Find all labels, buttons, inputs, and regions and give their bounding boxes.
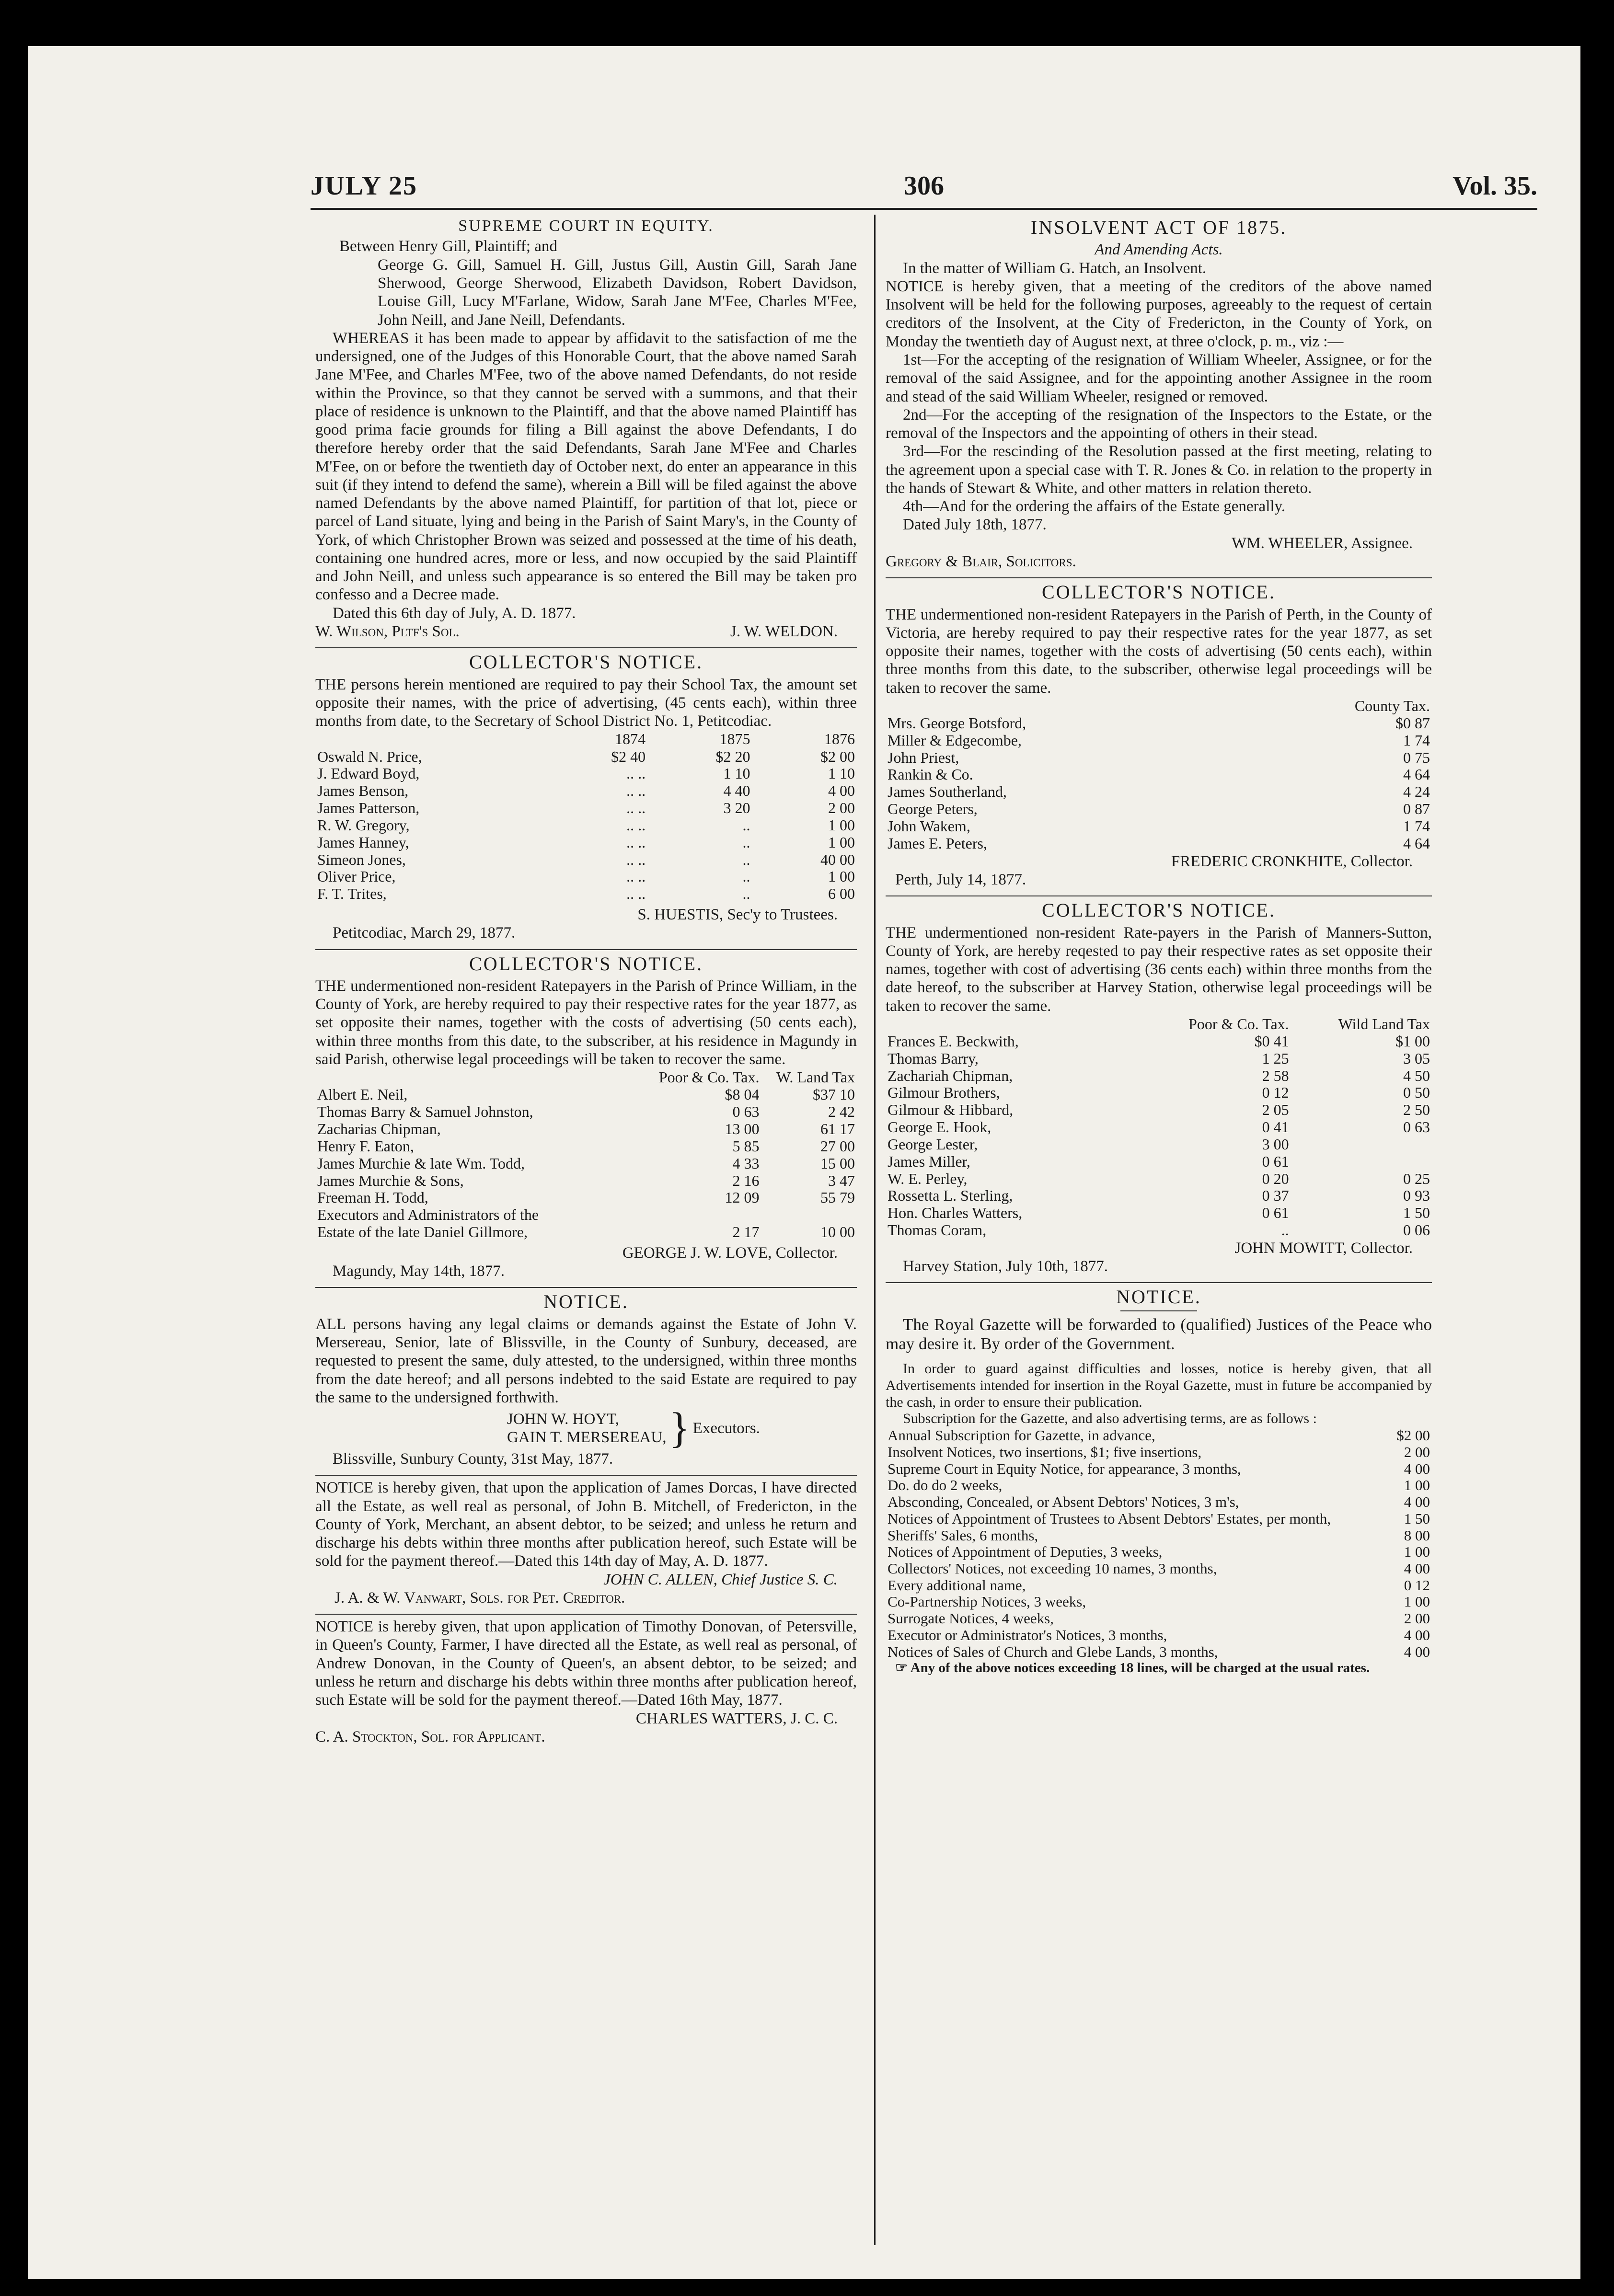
rate-item: Notices of Sales of Church and Glebe Lands, 3 months,	[888, 1643, 1218, 1660]
row-value: .. ..	[626, 850, 646, 868]
table-row	[886, 1050, 1432, 1068]
row-value: 1 74	[1403, 817, 1430, 835]
row-value: 13 00	[725, 1120, 760, 1138]
volume-number: Vol. 35.	[1453, 171, 1537, 201]
newspaper-page	[28, 46, 1580, 2279]
row-value: 2 00	[828, 799, 855, 817]
row-name: Albert E. Neil,	[317, 1086, 408, 1103]
row-name: James Patterson,	[317, 799, 420, 817]
row-value: 4 00	[828, 782, 855, 800]
notice-body: THE undermentioned non-resident Rate-payers in the Parish of Manners-Sutton, County of York, are hereby reqested to pay their respective rates as set opposite their names, together with cost of advertising (36 cents each) within three months from the date hereof, to the subscriber at Harvey Station, otherwise legal proceedings will be taken to recover the same.	[886, 924, 1432, 1015]
table-row	[315, 868, 857, 885]
row-value: 12 09	[725, 1189, 760, 1206]
row-value: 0 37	[1262, 1187, 1289, 1205]
notice-donovan	[315, 1618, 857, 1746]
row-value: 3 20	[723, 799, 750, 817]
row-value: 1 00	[828, 868, 855, 885]
row-value: 40 00	[820, 850, 855, 868]
table-row	[315, 885, 857, 903]
row-value: ..	[742, 868, 750, 885]
table-row	[315, 1155, 857, 1172]
row-value: ..	[742, 885, 750, 903]
row-value: 55 79	[820, 1189, 855, 1206]
rate-row	[886, 1644, 1432, 1661]
executor-name: GAIN T. MERSEREAU,	[507, 1429, 667, 1446]
row-name: J. Edward Boyd,	[317, 765, 420, 782]
table-row	[315, 1189, 857, 1206]
section-rule	[315, 949, 857, 950]
section-rule	[886, 1282, 1432, 1283]
brace-glyph: }	[669, 1404, 690, 1452]
header-rule	[311, 208, 1537, 210]
rate-item: Absconding, Concealed, or Absent Debtors' Notices, 3 m's,	[888, 1493, 1239, 1511]
executor-name: JOHN W. HOYT,	[507, 1410, 620, 1428]
notice-body: NOTICE is hereby given, that upon the application of James Dorcas, I have directed all the Estate, as well real as personal, of John B. Mitchell, of Fredericton, in the County of York, Merchant, an absent debtor, to be seized; and unless he return and discharge his debts within three months after publication hereof, such Estate will be sold for the payment thereof.—Dated this 14th day of May, A. D. 1877.	[315, 1479, 857, 1570]
insolvent-matter: In the matter of William G. Hatch, an Insolvent.	[903, 259, 1207, 277]
rate-row	[886, 1561, 1432, 1577]
agenda-item: 1st—For the accepting of the resignation of William Wheeler, Assignee, or for the removal of the said Assignee, and for the appointing another Assignee in the room and stead of the said William Wheeler, resigned or removed.	[886, 351, 1432, 405]
left-column	[315, 215, 857, 1753]
rate-row	[886, 1461, 1432, 1478]
row-name: Hon. Charles Watters,	[888, 1204, 1023, 1222]
rate-price: 1 50	[1404, 1510, 1430, 1527]
row-value: .. ..	[626, 868, 646, 885]
row-name: Miller & Edgecombe,	[888, 731, 1022, 749]
notice-dated: Blissville, Sunbury County, 31st May, 1877.	[333, 1450, 613, 1468]
row-name: Thomas Barry,	[888, 1049, 979, 1067]
solicitors: J. A. & W. Vanwart, Sols. for Pet. Creditor.	[334, 1589, 625, 1607]
tax-table	[886, 697, 1432, 852]
row-name: Zachariah Chipman,	[888, 1067, 1013, 1084]
collector-notice-prince-william	[315, 953, 857, 1281]
table-row	[886, 818, 1432, 835]
rate-price: 1 00	[1404, 1477, 1430, 1494]
row-value: 2 17	[732, 1223, 760, 1241]
row-name: Oswald N. Price,	[317, 747, 422, 765]
table-row	[886, 1119, 1432, 1136]
table-row	[886, 835, 1432, 852]
table-row	[315, 817, 857, 834]
tax-table	[315, 1068, 857, 1241]
table-row	[315, 851, 857, 869]
row-name: James Hanney,	[317, 833, 409, 851]
notice-title: COLLECTOR'S NOTICE.	[1042, 581, 1276, 603]
table-row	[886, 766, 1432, 783]
row-value: 3 47	[828, 1171, 855, 1189]
table-row	[315, 748, 857, 766]
rate-item: Do. do do 2 weeks,	[888, 1477, 1003, 1494]
collector-notice-petitcodiac	[315, 651, 857, 942]
pointing-hand-icon: ☞	[895, 1660, 911, 1676]
row-value: .. ..	[626, 765, 646, 782]
rate-item: Notices of Appointment of Deputies, 3 weeks,	[888, 1543, 1163, 1561]
row-value: 0 61	[1262, 1152, 1289, 1170]
table-row	[315, 800, 857, 817]
year-header: 1874	[615, 730, 646, 748]
row-name: John Wakem,	[888, 817, 970, 835]
section-rule	[315, 1475, 857, 1476]
rate-row	[886, 1577, 1432, 1594]
notice-body: THE persons herein mentioned are required to pay their School Tax, the amount set opposite their names, with the price of advertising, (45 cents each), within three months from date, to the Secretary of School District No. 1, Petitcodiac.	[315, 676, 857, 730]
row-value: 0 63	[732, 1103, 760, 1121]
table-row	[315, 1172, 857, 1190]
column-header: County Tax.	[1354, 697, 1430, 714]
row-name: Estate of the late Daniel Gillmore,	[317, 1223, 528, 1241]
right-column	[886, 215, 1432, 1683]
collector-signature: S. HUESTIS, Sec'y to Trustees.	[637, 906, 838, 924]
rate-price: 1 00	[1404, 1593, 1430, 1610]
row-name: W. E. Perley,	[888, 1170, 968, 1187]
row-value: 0 06	[1403, 1221, 1430, 1239]
notice-dated: Dated this 6th day of July, A. D. 1877.	[333, 604, 576, 622]
notice-title: SUPREME COURT IN EQUITY.	[458, 217, 714, 235]
rate-row	[886, 1494, 1432, 1511]
rate-row	[886, 1594, 1432, 1610]
row-value: $37 10	[813, 1086, 855, 1103]
agenda-item: 4th—And for the ordering the affairs of the Estate generally.	[903, 498, 1286, 516]
rate-row	[886, 1627, 1432, 1644]
row-value: 4 24	[1403, 783, 1430, 801]
section-rule	[315, 1614, 857, 1615]
row-value: $2 00	[820, 747, 855, 765]
rate-item: Supreme Court in Equity Notice, for appearance, 3 months,	[888, 1460, 1241, 1477]
table-row	[315, 1086, 857, 1103]
tax-table	[315, 730, 857, 903]
table-row	[315, 834, 857, 851]
table-row	[315, 1103, 857, 1121]
row-value: 0 75	[1403, 748, 1430, 766]
table-row	[886, 1205, 1432, 1222]
gazette-paragraph: The Royal Gazette will be forwarded to (qualified) Justices of the Peace who may desire it. By order of the Government.	[886, 1315, 1432, 1354]
row-value: 1 10	[828, 765, 855, 782]
notice-dated: Magundy, May 14th, 1877.	[333, 1263, 505, 1280]
notice-body: NOTICE is hereby given, that upon application of Timothy Donovan, of Petersville, in Queen's County, Farmer, I have directed all the Estate, as well real as personal, of Andrew Donovan, in the County of Queen's, an absent debtor, to be seized; and unless he return and discharge his debts within three months after publication hereof, such Estate will be sold for the payment thereof.—Dated 16th May, 1877.	[315, 1618, 857, 1709]
notice-title: COLLECTOR'S NOTICE.	[469, 953, 703, 975]
row-name: F. T. Trites,	[317, 885, 387, 903]
row-value: $2 20	[715, 747, 750, 765]
table-row	[886, 732, 1432, 749]
row-name: James Benson,	[317, 782, 409, 800]
row-value: .. ..	[626, 799, 646, 817]
row-value	[761, 1206, 857, 1224]
row-value: .. ..	[626, 833, 646, 851]
row-value: 15 00	[820, 1154, 855, 1172]
gazette-paragraph: Subscription for the Gazette, and also advertising terms, are as follows :	[903, 1411, 1317, 1427]
rate-price: 0 12	[1404, 1576, 1430, 1594]
notice-dated: Petitcodiac, March 29, 1877.	[333, 924, 516, 942]
row-name: George Lester,	[888, 1135, 978, 1153]
row-value	[1291, 1136, 1432, 1153]
row-name: Rossetta L. Sterling,	[888, 1187, 1013, 1205]
rate-price: 8 00	[1404, 1527, 1430, 1544]
rate-item: Insolvent Notices, two insertions, $1; five insertions,	[888, 1443, 1202, 1460]
table-row	[886, 1187, 1432, 1205]
row-name: Thomas Coram,	[888, 1221, 987, 1239]
rate-row	[886, 1511, 1432, 1527]
row-name: John Priest,	[888, 748, 959, 766]
insolvent-act-notice	[886, 217, 1432, 571]
row-value: 4 33	[732, 1154, 760, 1172]
column-divider	[874, 215, 876, 2245]
notice-dorcas	[315, 1479, 857, 1607]
row-value: 61 17	[820, 1120, 855, 1138]
rate-price: $2 00	[1396, 1427, 1430, 1444]
header-date: JULY 25	[311, 171, 418, 201]
gazette-notice	[886, 1286, 1432, 1676]
solicitor: C. A. Stockton, Sol. for Applicant.	[315, 1728, 545, 1745]
rate-price: 2 00	[1404, 1610, 1430, 1627]
row-name: Oliver Price,	[317, 868, 396, 885]
notice-body: THE undermentioned non-resident Ratepayers in the Parish of Prince William, in the County of York, are hereby required to pay their respective rates for the year 1877, as set opposite their names, together with the costs of advertising (50 cents each), within three months from this date, to the subscriber, at his residence in Magundy in said Parish, otherwise legal proceedings will be taken to recover the same.	[315, 977, 857, 1068]
collector-signature: FREDERIC CRONKHITE, Collector.	[1171, 852, 1413, 870]
row-value: $0 87	[1395, 714, 1430, 732]
notice-title: COLLECTOR'S NOTICE.	[1042, 899, 1276, 921]
row-value: 0 93	[1403, 1187, 1430, 1205]
row-value: 3 05	[1403, 1049, 1430, 1067]
rate-item: Surrogate Notices, 4 weeks,	[888, 1610, 1054, 1627]
column-header: Wild Land Tax	[1338, 1015, 1430, 1033]
table-row	[315, 1138, 857, 1155]
row-value: 2 50	[1403, 1101, 1430, 1119]
rate-item: Collectors' Notices, not exceeding 10 names, 3 months,	[888, 1560, 1217, 1577]
row-value	[640, 1206, 761, 1224]
row-value: 4 50	[1403, 1067, 1430, 1084]
judge-signature: J. W. WELDON.	[730, 623, 838, 641]
table-row	[315, 782, 857, 800]
table-row	[315, 1224, 857, 1241]
year-header: 1875	[719, 730, 750, 748]
row-value: 1 50	[1403, 1204, 1430, 1222]
collector-signature: GEORGE J. W. LOVE, Collector.	[622, 1244, 838, 1262]
row-value: 4 64	[1403, 766, 1430, 783]
row-name: Zacharias Chipman,	[317, 1120, 441, 1138]
table-row	[315, 1206, 857, 1224]
agenda-item: 3rd—For the rescinding of the Resolution passed at the first meeting, relating to the agreement upon a special case with T. R. Jones & Co. in relation to the property in the hands of Stewart & White, and other matters in relation thereto.	[886, 443, 1432, 497]
row-name: R. W. Gregory,	[317, 816, 410, 834]
row-value	[1291, 1153, 1432, 1171]
row-name: James E. Peters,	[888, 834, 987, 852]
table-row	[886, 749, 1432, 767]
row-value: $0 41	[1254, 1032, 1289, 1050]
rate-item: Executor or Administrator's Notices, 3 months,	[888, 1626, 1167, 1643]
parties-defendants: George G. Gill, Samuel H. Gill, Justus Gill, Austin Gill, Sarah Jane Sherwood, George Sherwood, Elizabeth Davidson, Robert Davidson, Louise Gill, Lucy M'Farlane, Widow, Sarah Jane M'Fee, Charles M'Fee, John Neill, and Jane Neill, Defendants.	[378, 256, 857, 329]
notice-dated: Dated July 18th, 1877.	[903, 516, 1047, 534]
rate-item: Notices of Appointment of Trustees to Absent Debtors' Estates, per month,	[888, 1510, 1331, 1527]
rate-price: 4 00	[1404, 1493, 1430, 1511]
column-header: Poor & Co. Tax.	[1188, 1015, 1289, 1033]
row-value: 1 00	[828, 833, 855, 851]
row-value: 0 41	[1262, 1118, 1289, 1136]
rate-row	[886, 1527, 1432, 1544]
row-value: 0 50	[1403, 1084, 1430, 1102]
row-value: 2 05	[1262, 1101, 1289, 1119]
section-rule	[886, 895, 1432, 896]
row-value: 27 00	[820, 1137, 855, 1155]
supreme-court-notice	[315, 217, 857, 641]
rate-price: 4 00	[1404, 1626, 1430, 1643]
row-value: 0 61	[1262, 1204, 1289, 1222]
row-value: 1 25	[1262, 1049, 1289, 1067]
column-header: Poor & Co. Tax.	[658, 1068, 760, 1086]
solicitor: W. Wilson, Pltf's Sol.	[315, 623, 460, 641]
row-value: ..	[742, 850, 750, 868]
row-value: 0 63	[1403, 1118, 1430, 1136]
section-rule	[886, 577, 1432, 578]
row-value: 2 58	[1262, 1067, 1289, 1084]
rate-row	[886, 1477, 1432, 1494]
year-header: 1876	[824, 730, 855, 748]
footer-text: Any of the above notices exceeding 18 lines, will be charged at the usual rates.	[910, 1660, 1370, 1676]
parties-plaintiff: Between Henry Gill, Plaintiff; and	[339, 238, 557, 255]
notice-dated: Harvey Station, July 10th, 1877.	[903, 1258, 1108, 1275]
notice-body: THE undermentioned non-resident Ratepayers in the Parish of Perth, in the County of Victoria, are hereby required to pay their respective rates for the year 1877, as set opposite their names, together with the costs of advertising (50 cents each), within three months from this date, to the subscriber, otherwise legal proceedings will be taken to recover the same.	[886, 606, 1432, 697]
rate-price: 1 00	[1404, 1543, 1430, 1561]
row-value: $1 00	[1395, 1032, 1430, 1050]
row-name: George Peters,	[888, 800, 978, 818]
table-row	[886, 1068, 1432, 1085]
section-rule	[315, 647, 857, 648]
table-row	[886, 801, 1432, 818]
rate-price: 4 00	[1404, 1460, 1430, 1477]
table-row	[886, 783, 1432, 801]
notice-title: COLLECTOR'S NOTICE.	[469, 651, 703, 673]
rate-item: Every additional name,	[888, 1576, 1026, 1594]
tax-table	[886, 1015, 1432, 1239]
row-value: $2 40	[611, 747, 646, 765]
table-row	[886, 1171, 1432, 1188]
collector-signature: JOHN MOWITT, Collector.	[1234, 1239, 1413, 1257]
rate-item: Co-Partnership Notices, 3 weeks,	[888, 1593, 1086, 1610]
row-name: James Murchie & Sons,	[317, 1171, 464, 1189]
row-name: James Miller,	[888, 1152, 970, 1170]
page-header	[311, 171, 1537, 204]
row-value: 4 40	[723, 782, 750, 800]
row-value: 1 74	[1403, 731, 1430, 749]
row-value: 1 00	[828, 816, 855, 834]
notice-body: WHEREAS it has been made to appear by affidavit to the satisfaction of me the undersigned, one of the Judges of this Honorable Court, that the above named Sarah Jane M'Fee, and Charles M'Fee, two of the above named Defendants, do not reside within the Province, so that they cannot be served with a summons, and that their place of residence is unknown to the Plaintiff, and that the above named Plaintiff has good prima facie grounds for filing a Bill against the above Defendants, I do therefore hereby order that the said Defendants, Sarah Jane M'Fee and Charles M'Fee, on or before the twentieth day of October next, do enter an appearance in this suit (if they intend to defend the same), wherein a Bill will be filed against the above named Defendants by the above named Plaintiff, for partition of that lot, piece or parcel of Land situate, lying and being in the Parish of Saint Mary's, in the County of York, of which Christopher Brown was seized and possessed at the time of his death, containing one hundred acres, more or less, and now occupied by the said Plaintiff and John Neill, and unless such appearance is so entered the Bill may be taken pro confesso and a Decree made.	[315, 329, 857, 604]
rates-table	[886, 1427, 1432, 1660]
executors-block	[315, 1404, 857, 1452]
gazette-paragraph: In order to guard against difficulties and losses, notice is hereby given, that all Advertisements intended for insertion in the Royal Gazette, must in future be accompanied by the cash, in order to ensure their publication.	[886, 1361, 1432, 1410]
row-name: Mrs. George Botsford,	[888, 714, 1026, 732]
notice-body: NOTICE is hereby given, that a meeting of the creditors of the above named Insolvent will be held for the following purposes, agreeably to the request of certain creditors of the Insolvent, at the City of Fredericton, in the County of York, on Monday the twentieth day of August next, at three o'clock, p. m., viz :—	[886, 277, 1432, 350]
notice-subtitle: And Amending Acts.	[1095, 241, 1223, 259]
rate-item: Sheriffs' Sales, 6 months,	[888, 1527, 1038, 1544]
row-name: Simeon Jones,	[317, 850, 406, 868]
assignee-signature: WM. WHEELER, Assignee.	[1232, 534, 1413, 552]
table-row	[886, 1084, 1432, 1102]
notice-dated: Perth, July 14, 1877.	[895, 871, 1026, 888]
notice-title: INSOLVENT ACT OF 1875.	[1030, 217, 1287, 238]
table-row	[886, 1033, 1432, 1050]
rate-row	[886, 1544, 1432, 1561]
row-value: ..	[1281, 1221, 1289, 1239]
rate-row	[886, 1427, 1432, 1444]
row-name: Gilmour & Hibbard,	[888, 1101, 1014, 1119]
row-value: 0 20	[1262, 1170, 1289, 1187]
column-header: W. Land Tax	[776, 1068, 855, 1086]
row-value: 6 00	[828, 885, 855, 903]
judge-signature: JOHN C. ALLEN, Chief Justice S. C.	[603, 1571, 838, 1588]
row-value: 3 00	[1262, 1135, 1289, 1153]
notice-body: ALL persons having any legal claims or demands against the Estate of John V. Mersereau, Senior, late of Blissville, in the County of Sunbury, deceased, are requested to present the same, duly attested, to the undersigned, within three months from the date hereof; and all persons indebted to the said Estate are required to pay the same to the undersigned forthwith.	[315, 1315, 857, 1406]
collector-notice-perth	[886, 581, 1432, 889]
notice-mersereau-estate	[315, 1291, 857, 1468]
row-name: James Southerland,	[888, 783, 1007, 801]
row-name: Frances E. Beckwith,	[888, 1032, 1019, 1050]
executors-label: Executors.	[692, 1419, 760, 1437]
agenda-item: 2nd—For the accepting of the resignation of the Inspectors to the Estate, or the removal of the Inspectors and the appointing of others in their stead.	[886, 406, 1432, 442]
judge-signature: CHARLES WATTERS, J. C. C.	[635, 1710, 838, 1727]
row-value: ..	[742, 833, 750, 851]
rate-price: 4 00	[1404, 1643, 1430, 1660]
row-value: ..	[742, 816, 750, 834]
rate-row	[886, 1444, 1432, 1461]
table-row	[886, 1102, 1432, 1119]
notice-title: NOTICE.	[1116, 1286, 1201, 1308]
row-name: George E. Hook,	[888, 1118, 991, 1136]
notice-title: NOTICE.	[543, 1291, 629, 1313]
short-rule	[1120, 1310, 1197, 1311]
row-value: 1 10	[723, 765, 750, 782]
row-name: Gilmour Brothers,	[888, 1084, 1000, 1102]
row-value: 2 42	[828, 1103, 855, 1121]
gazette-footer	[886, 1660, 1432, 1676]
row-name: Henry F. Eaton,	[317, 1137, 414, 1155]
table-row	[886, 1222, 1432, 1239]
rate-price: 4 00	[1404, 1560, 1430, 1577]
row-value: 5 85	[732, 1137, 760, 1155]
rate-row	[886, 1610, 1432, 1627]
row-name: Thomas Barry & Samuel Johnston,	[317, 1103, 533, 1121]
row-value: 4 64	[1403, 834, 1430, 852]
row-name: Rankin & Co.	[888, 766, 973, 783]
rate-price: 2 00	[1404, 1443, 1430, 1460]
rate-item: Annual Subscription for Gazette, in advance,	[888, 1427, 1155, 1444]
table-row	[315, 765, 857, 782]
page-number: 306	[904, 171, 944, 201]
row-value: .. ..	[626, 816, 646, 834]
table-row	[886, 1136, 1432, 1153]
table-row	[886, 715, 1432, 732]
row-value: 10 00	[820, 1223, 855, 1241]
row-value: .. ..	[626, 782, 646, 800]
row-value: $8 04	[725, 1086, 760, 1103]
collector-notice-manners-sutton	[886, 899, 1432, 1275]
section-rule	[315, 1287, 857, 1288]
row-value: 0 25	[1403, 1170, 1430, 1187]
table-row	[315, 1121, 857, 1138]
table-row	[886, 1153, 1432, 1171]
row-name: James Murchie & late Wm. Todd,	[317, 1154, 525, 1172]
row-value: .. ..	[626, 885, 646, 903]
row-value: 0 87	[1403, 800, 1430, 818]
row-name: Executors and Administrators of the	[317, 1206, 539, 1224]
row-name: Freeman H. Todd,	[317, 1189, 428, 1206]
row-value: 0 12	[1262, 1084, 1289, 1102]
solicitors: Gregory & Blair, Solicitors.	[886, 552, 1076, 570]
row-value: 2 16	[732, 1171, 760, 1189]
